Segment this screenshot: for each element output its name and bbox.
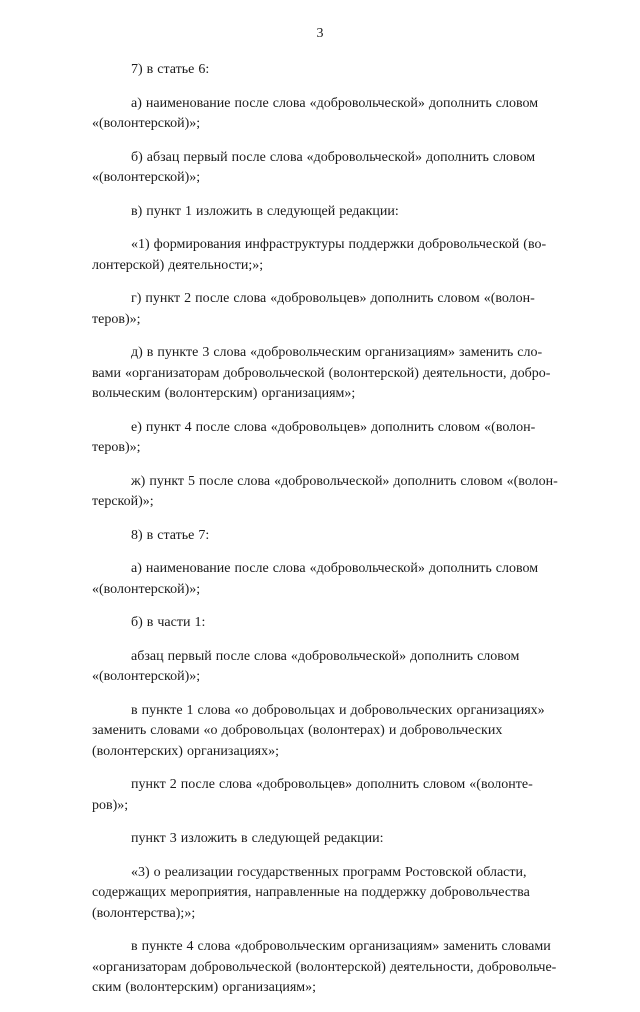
paragraph-7b-punkt-2: пункт 2 после слова «добровольцев» дополнить словом «(волонте- ров)»; [92,777,533,813]
paragraph-6b: б) абзац первый после слова «добровольческой» дополнить словом «(волонтерской)»; [92,149,536,185]
page-number: 3 [316,26,324,41]
paragraph-6a: а) наименование после слова «добровольческой» дополнить словом «(волонтерской)»; [92,95,539,131]
paragraph-7b: б) в части 1: [131,615,206,630]
paragraph-7b-abzac: абзац первый после слова «добровольческой» дополнить словом «(волонтерской)»; [92,648,520,684]
paragraph-6v: в) пункт 1 изложить в следующей редакции: [131,203,399,219]
paragraph-article-7-heading: 8) в статье 7: [131,527,210,543]
paragraph-article-6-heading: 7) в статье 6: [131,62,210,77]
paragraph-6g: г) пункт 2 после слова «добровольцев» дополнить словом «(волон- теров)»; [92,291,535,327]
paragraph-7a: а) наименование после слова «добровольческой» дополнить словом «(волонтерской)»; [92,561,539,597]
paragraph-7b-punkt-3-text: «3) о реализации государственных программ Ростовской области, содержащих мероприятия, направленные на поддержку добровольчества (волонтерства);»; [92,864,530,921]
paragraph-7b-punkt-3: пункт 3 изложить в следующей редакции: [131,831,384,846]
paragraph-6e: е) пункт 4 после слова «добровольцев» дополнить словом «(волон- теров)»; [92,419,536,455]
paragraph-7b-punkt-1: в пункте 1 слова «о добровольцах и добровольческих организациях» заменить словами «о добровольцах (волонтерах) и добровольческих (волонтерских) организациях»; [92,702,545,759]
paragraph-6v-text: «1) формирования инфраструктуры поддержки добровольческой (во- лонтерской) деятельности;»; [92,237,547,273]
document-body [92,60,596,1012]
paragraph-6zh: ж) пункт 5 после слова «добровольческой» дополнить словом «(волон- терской)»; [92,473,558,509]
paragraph-6d: д) в пункте 3 слова «добровольческим организациям» заменить сло- вами «организаторам добровольческой (волонтерской) деятельности, добро- вольческим (волонтерским) организациям»; [92,345,551,401]
paragraph-7b-punkt-4: в пункте 4 слова «добровольческим организациям» заменить словами «организаторам добровольческой (волонтерской) деятельности, добровольче- ским (волонтерским) организациям»; [92,939,557,995]
